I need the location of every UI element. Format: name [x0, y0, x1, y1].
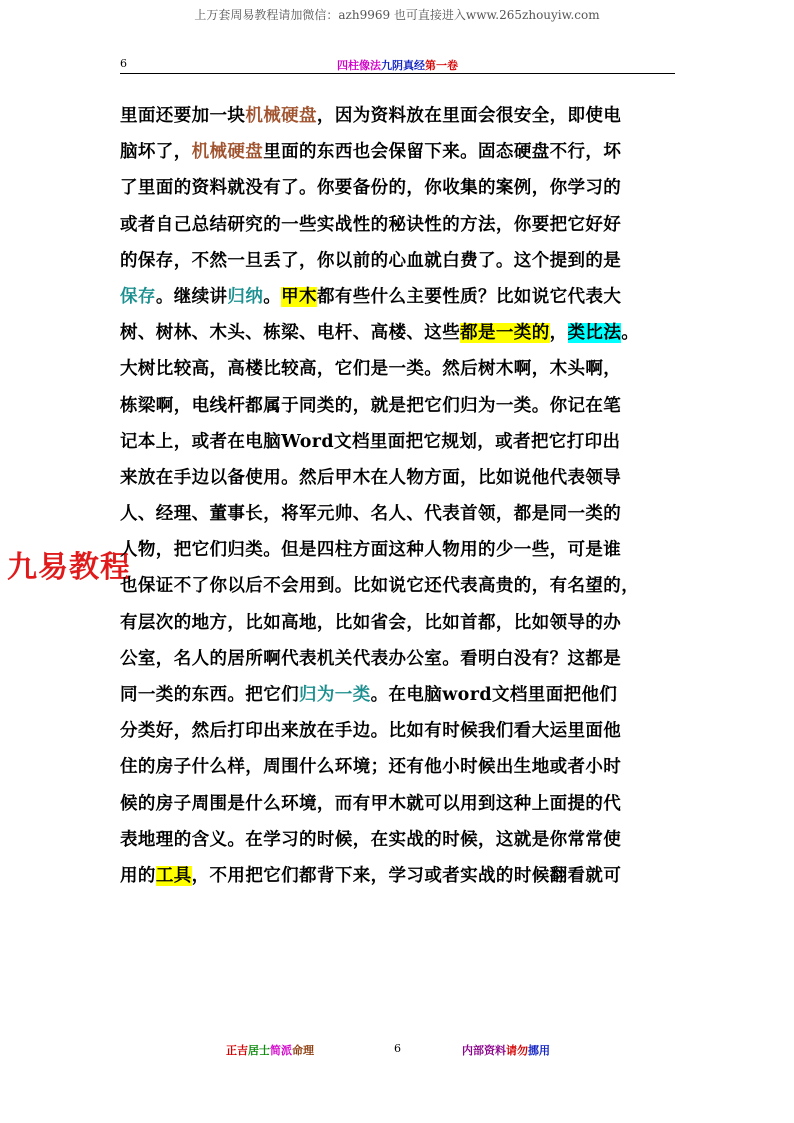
text-line-22 — [120, 858, 680, 894]
footer-left-part-3: 简派 — [270, 1044, 292, 1057]
footer-right-part-1: 内部资料 — [462, 1044, 506, 1057]
text-line-21: 表地理的含义。在学习的时候，在实战的时候，这就是你常常使 — [120, 829, 622, 850]
text-span: 里面的东西也会保留下来。固态硬盘不行，坏 — [263, 142, 622, 163]
text-span: ，因为资料放在里面会很安全，即使电 — [316, 106, 622, 126]
text-line-13: 人物，把它们归类。但是四柱方面这种人物用的少一些，可是谁 — [120, 540, 622, 561]
highlight-same-class: 都是一类的 — [460, 323, 550, 344]
text-span: 。 — [621, 323, 640, 344]
text-line-2 — [120, 134, 680, 170]
highlight-analogy: 类比法 — [567, 323, 622, 344]
text-span: 。继续讲 — [155, 286, 228, 307]
text-line-12: 人、经理、董事长，将军元帅、名人、代表首领，都是同一类的 — [120, 504, 622, 525]
text-line-19: 住的房子什么样，周围什么环境；还有他小时候出生地或者小时 — [120, 757, 622, 778]
text-span: ，不用把它们都背下来，学习或者实战的时候翻看就可 — [191, 865, 622, 886]
text-line-10: 记本上，或者在电脑Word文档里面把它规划，或者把它打印出 — [120, 431, 621, 452]
text-span: ， — [549, 323, 568, 344]
term-mechanical-disk: 机械硬盘 — [245, 106, 317, 126]
text-line-14: 也保证不了你以后不会用到。比如说它还代表高贵的，有名望的， — [120, 576, 640, 597]
header-title-part-3: 第一卷 — [425, 59, 458, 72]
text-line-8: 大树比较高，高楼比较高，它们是一类。然后树木啊，木头啊， — [120, 359, 622, 380]
term-mechanical-disk: 机械硬盘 — [191, 142, 264, 163]
footer-left-part-1: 正吉 — [226, 1044, 248, 1057]
text-line-20: 候的房子周围是什么环境，而有甲木就可以用到这种上面提的代 — [120, 793, 622, 814]
text-span: 用的 — [120, 865, 156, 886]
term-induction: 归纳 — [227, 286, 264, 307]
text-line-16: 公室，名人的居所啊代表机关代表办公室。看明白没有？这都是 — [120, 648, 622, 669]
text-line-9: 栋梁啊，电线杆都属于同类的，就是把它们归为一类。你记在笔 — [120, 395, 622, 416]
watermark-logo: 九易教程 — [7, 550, 131, 585]
footer-page-number: 6 — [394, 1042, 401, 1055]
footer-left-label — [226, 1042, 314, 1058]
text-span: 。 — [263, 286, 282, 307]
header-page-number: 6 — [120, 57, 127, 70]
text-line-15: 有层次的地方，比如高地，比如省会，比如首都，比如领导的办 — [120, 612, 622, 633]
text-line-18: 分类好，然后打印出来放在手边。比如有时候我们看大运里面他 — [120, 721, 622, 742]
page-header — [120, 57, 675, 74]
text-line-11: 来放在手边以备使用。然后甲木在人物方面，比如说他代表领导 — [120, 467, 622, 488]
text-span: 同一类的东西。把它们 — [120, 685, 299, 705]
text-line-5: 的保存，不然一旦丢了，你以前的心血就白费了。这个提到的是 — [120, 250, 622, 271]
header-title — [120, 57, 675, 73]
footer-left-part-2: 居士 — [248, 1044, 270, 1057]
text-line-17 — [120, 677, 680, 713]
term-save: 保存 — [120, 286, 156, 307]
term-group-together: 归为一类 — [299, 685, 371, 705]
text-line-3: 了里面的资料就没有了。你要备份的，你收集的案例，你学习的 — [120, 178, 622, 199]
highlight-tool: 工具 — [155, 865, 192, 886]
header-title-part-1: 四柱像法 — [337, 59, 381, 72]
footer-right-label — [462, 1042, 550, 1058]
text-line-4: 或者自己总结研究的一些实战性的秘诀性的方法，你要把它好好 — [120, 214, 622, 235]
footer-left-part-4: 命理 — [292, 1044, 314, 1057]
text-span: 。在电脑word文档里面把他们 — [370, 685, 618, 705]
body-text — [120, 98, 680, 894]
text-line-7 — [120, 315, 680, 351]
highlight-jiamu: 甲木 — [281, 286, 317, 307]
top-promo-note: 上万套周易教程请加微信：azh9969 也可直接进入www.265zhouyiw.com — [194, 8, 600, 22]
text-span: 都有些什么主要性质？比如说它代表大 — [316, 286, 622, 307]
text-span: 树、树林、木头、栋梁、电杆、高楼、这些 — [120, 323, 461, 344]
footer-right-part-3: 挪用 — [528, 1044, 550, 1057]
footer-right-part-2: 请勿 — [506, 1044, 528, 1057]
page-footer — [0, 1042, 794, 1058]
text-line-1 — [120, 98, 680, 134]
text-span: 脑坏了， — [120, 142, 192, 163]
header-title-part-2: 九阴真经 — [381, 59, 425, 72]
text-span: 里面还要加一块 — [120, 106, 246, 126]
text-line-6 — [120, 279, 680, 315]
